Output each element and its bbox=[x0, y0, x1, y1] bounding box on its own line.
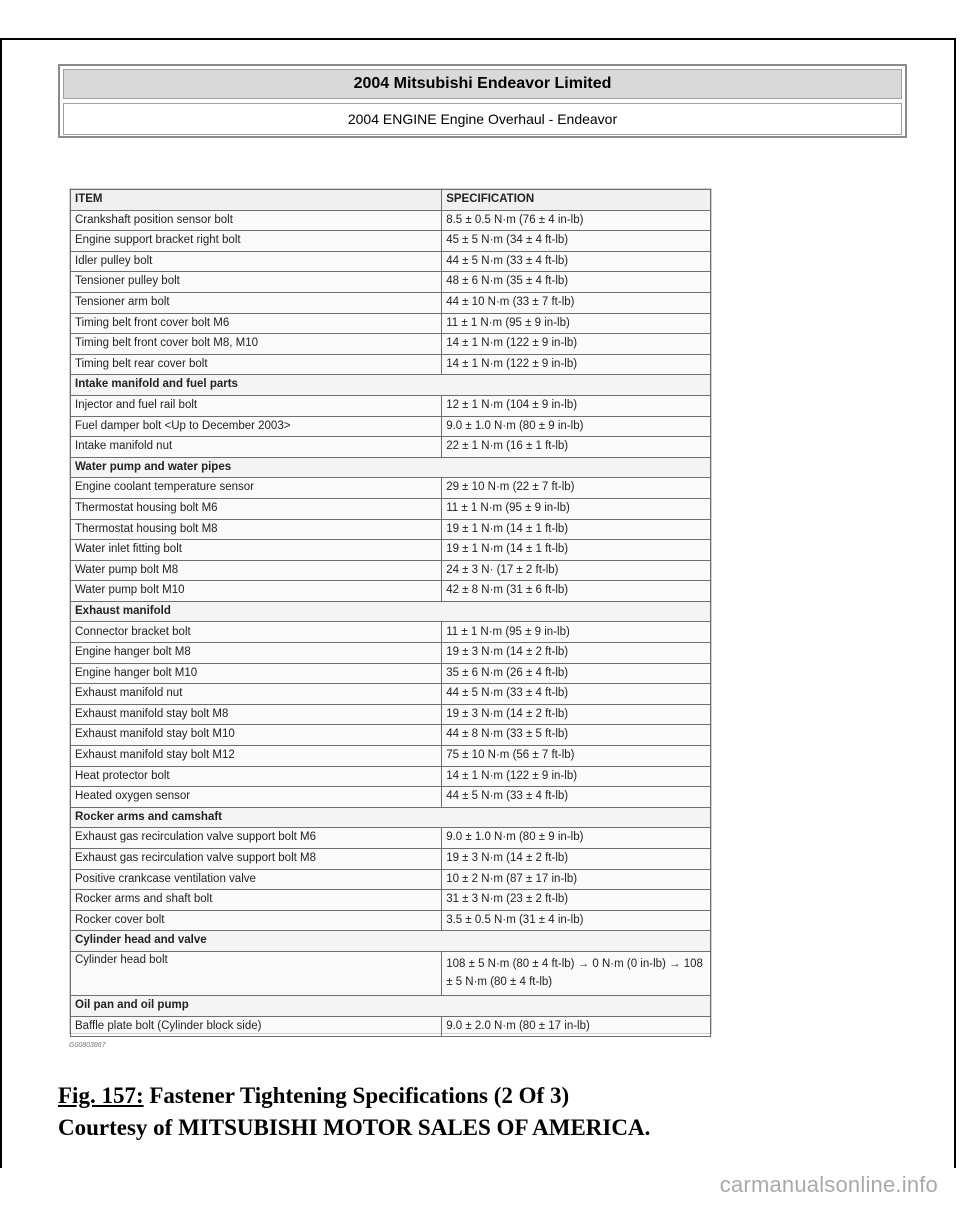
section-heading: Oil pan and oil pump bbox=[71, 995, 711, 1016]
item-cell: Rocker cover bolt bbox=[71, 910, 442, 931]
item-cell: Water pump bolt M10 bbox=[71, 581, 442, 602]
section-subtitle: 2004 ENGINE Engine Overhaul - Endeavor bbox=[63, 103, 902, 135]
item-cell: Cylinder head bolt bbox=[71, 951, 442, 995]
specification-cell: 3.5 ± 0.5 N·m (31 ± 4 in-lb) bbox=[442, 910, 711, 931]
figure-caption bbox=[58, 1080, 650, 1144]
table-section-row bbox=[71, 457, 711, 478]
specification-cell: 19 ± 3 N·m (14 ± 2 ft-lb) bbox=[442, 849, 711, 870]
figure-title: Fastener Tightening Specifications (2 Of 3) bbox=[149, 1083, 570, 1108]
specification-cell: 44 ± 5 N·m (33 ± 4 ft-lb) bbox=[442, 251, 711, 272]
item-cell: Engine hanger bolt M10 bbox=[71, 663, 442, 684]
table-row bbox=[71, 622, 711, 643]
table-section-row bbox=[71, 995, 711, 1016]
item-cell: Water pump bolt M8 bbox=[71, 560, 442, 581]
specification-cell: 19 ± 1 N·m (14 ± 1 ft-lb) bbox=[442, 519, 711, 540]
table-row bbox=[71, 704, 711, 725]
item-cell: Baffle plate bolt (Cylinder block side) bbox=[71, 1016, 442, 1037]
specification-cell: 31 ± 3 N·m (23 ± 2 ft-lb) bbox=[442, 890, 711, 911]
vehicle-title: 2004 Mitsubishi Endeavor Limited bbox=[63, 69, 902, 99]
specification-cell: 14 ± 1 N·m (122 ± 9 in-lb) bbox=[442, 766, 711, 787]
specification-cell: 19 ± 1 N·m (14 ± 1 ft-lb) bbox=[442, 540, 711, 561]
item-cell: Exhaust gas recirculation valve support bolt M8 bbox=[71, 849, 442, 870]
specification-cell: 11 ± 1 N·m (95 ± 9 in-lb) bbox=[442, 622, 711, 643]
table-row bbox=[71, 210, 711, 231]
specification-cell: 19 ± 3 N·m (14 ± 2 ft-lb) bbox=[442, 643, 711, 664]
table-row bbox=[71, 354, 711, 375]
table-row bbox=[71, 581, 711, 602]
table-row bbox=[71, 828, 711, 849]
specification-cell: 45 ± 5 N·m (34 ± 4 ft-lb) bbox=[442, 231, 711, 252]
courtesy-line: Courtesy of MITSUBISHI MOTOR SALES OF AMERICA. bbox=[58, 1115, 651, 1140]
table-row bbox=[71, 292, 711, 313]
table-row bbox=[71, 849, 711, 870]
figure-label: Fig. 157: bbox=[58, 1083, 144, 1108]
table-row bbox=[71, 663, 711, 684]
table-row bbox=[71, 643, 711, 664]
specification-cell: 22 ± 1 N·m (16 ± 1 ft-lb) bbox=[442, 437, 711, 458]
table-row bbox=[71, 787, 711, 808]
specification-cell: 9.0 ± 1.0 N·m (80 ± 9 in-lb) bbox=[442, 828, 711, 849]
item-cell: Rocker arms and shaft bolt bbox=[71, 890, 442, 911]
item-cell: Thermostat housing bolt M6 bbox=[71, 498, 442, 519]
table-row bbox=[71, 416, 711, 437]
specification-cell: 12 ± 1 N·m (104 ± 9 in-lb) bbox=[442, 395, 711, 416]
specification-cell: 9.0 ± 2.0 N·m (80 ± 17 in-lb) bbox=[442, 1016, 711, 1037]
specification-cell: 75 ± 10 N·m (56 ± 7 ft-lb) bbox=[442, 746, 711, 767]
column-header-specification: SPECIFICATION bbox=[442, 190, 711, 211]
table-row bbox=[71, 684, 711, 705]
specification-cell: 35 ± 6 N·m (26 ± 4 ft-lb) bbox=[442, 663, 711, 684]
specification-cell: 24 ± 3 N· (17 ± 2 ft-lb) bbox=[442, 560, 711, 581]
specification-cell: 11 ± 1 N·m (95 ± 9 in-lb) bbox=[442, 498, 711, 519]
table-row bbox=[71, 890, 711, 911]
item-cell: Exhaust manifold stay bolt M8 bbox=[71, 704, 442, 725]
specification-table bbox=[70, 189, 711, 1037]
table-row bbox=[71, 231, 711, 252]
section-heading: Intake manifold and fuel parts bbox=[71, 375, 711, 396]
item-cell: Fuel damper bolt <Up to December 2003> bbox=[71, 416, 442, 437]
document-header bbox=[58, 64, 907, 138]
item-cell: Timing belt front cover bolt M8, M10 bbox=[71, 334, 442, 355]
table-section-row bbox=[71, 601, 711, 622]
table-row bbox=[71, 560, 711, 581]
table-row bbox=[71, 313, 711, 334]
specification-cell: 42 ± 8 N·m (31 ± 6 ft-lb) bbox=[442, 581, 711, 602]
table-row bbox=[71, 478, 711, 499]
specification-cell: 11 ± 1 N·m (95 ± 9 in-lb) bbox=[442, 313, 711, 334]
specification-cell: 29 ± 10 N·m (22 ± 7 ft-lb) bbox=[442, 478, 711, 499]
item-cell: Heated oxygen sensor bbox=[71, 787, 442, 808]
item-cell: Exhaust manifold nut bbox=[71, 684, 442, 705]
specification-cell: 44 ± 5 N·m (33 ± 4 ft-lb) bbox=[442, 684, 711, 705]
table-header-row bbox=[71, 190, 711, 211]
item-cell: Idler pulley bolt bbox=[71, 251, 442, 272]
figure-code: G00803867 bbox=[69, 1042, 106, 1049]
item-cell: Positive crankcase ventilation valve bbox=[71, 869, 442, 890]
table-row bbox=[71, 910, 711, 931]
table-section-row bbox=[71, 931, 711, 952]
item-cell: Heat protector bolt bbox=[71, 766, 442, 787]
specification-cell: 44 ± 10 N·m (33 ± 7 ft-lb) bbox=[442, 292, 711, 313]
item-cell: Tensioner pulley bolt bbox=[71, 272, 442, 293]
table-row bbox=[71, 766, 711, 787]
section-heading: Exhaust manifold bbox=[71, 601, 711, 622]
table-row bbox=[71, 251, 711, 272]
section-heading: Rocker arms and camshaft bbox=[71, 807, 711, 828]
table-row bbox=[71, 519, 711, 540]
item-cell: Tensioner arm bolt bbox=[71, 292, 442, 313]
item-cell: Exhaust gas recirculation valve support bolt M6 bbox=[71, 828, 442, 849]
item-cell: Connector bracket bolt bbox=[71, 622, 442, 643]
item-cell: Water inlet fitting bolt bbox=[71, 540, 442, 561]
specification-cell: 44 ± 5 N·m (33 ± 4 ft-lb) bbox=[442, 787, 711, 808]
item-cell: Engine hanger bolt M8 bbox=[71, 643, 442, 664]
specification-cell: 48 ± 6 N·m (35 ± 4 ft-lb) bbox=[442, 272, 711, 293]
specification-cell: 9.0 ± 1.0 N·m (80 ± 9 in-lb) bbox=[442, 416, 711, 437]
table-section-row bbox=[71, 807, 711, 828]
item-cell: Exhaust manifold stay bolt M12 bbox=[71, 746, 442, 767]
item-cell: Thermostat housing bolt M8 bbox=[71, 519, 442, 540]
specification-figure bbox=[69, 188, 712, 1034]
table-row bbox=[71, 725, 711, 746]
specification-cell: 19 ± 3 N·m (14 ± 2 ft-lb) bbox=[442, 704, 711, 725]
item-cell: Injector and fuel rail bolt bbox=[71, 395, 442, 416]
item-cell: Crankshaft position sensor bolt bbox=[71, 210, 442, 231]
caption-title-line bbox=[58, 1080, 650, 1112]
item-cell: Timing belt front cover bolt M6 bbox=[71, 313, 442, 334]
specification-table-body bbox=[71, 190, 711, 1037]
column-header-item: ITEM bbox=[71, 190, 442, 211]
table-row bbox=[71, 437, 711, 458]
specification-cell: 44 ± 8 N·m (33 ± 5 ft-lb) bbox=[442, 725, 711, 746]
specification-cell: 8.5 ± 0.5 N·m (76 ± 4 in-lb) bbox=[442, 210, 711, 231]
site-watermark: carmanualsonline.info bbox=[719, 1172, 938, 1197]
specification-cell: 14 ± 1 N·m (122 ± 9 in-lb) bbox=[442, 334, 711, 355]
item-cell: Intake manifold nut bbox=[71, 437, 442, 458]
table-row bbox=[71, 540, 711, 561]
table-row bbox=[71, 1016, 711, 1037]
item-cell: Engine support bracket right bolt bbox=[71, 231, 442, 252]
table-row bbox=[71, 746, 711, 767]
table-row bbox=[71, 272, 711, 293]
table-row bbox=[71, 498, 711, 519]
table-row bbox=[71, 869, 711, 890]
table-row bbox=[71, 395, 711, 416]
specification-cell: 14 ± 1 N·m (122 ± 9 in-lb) bbox=[442, 354, 711, 375]
item-cell: Exhaust manifold stay bolt M10 bbox=[71, 725, 442, 746]
section-heading: Cylinder head and valve bbox=[71, 931, 711, 952]
table-row bbox=[71, 334, 711, 355]
item-cell: Engine coolant temperature sensor bbox=[71, 478, 442, 499]
item-cell: Timing belt rear cover bolt bbox=[71, 354, 442, 375]
specification-cell: 10 ± 2 N·m (87 ± 17 in-lb) bbox=[442, 869, 711, 890]
section-heading: Water pump and water pipes bbox=[71, 457, 711, 478]
table-section-row bbox=[71, 375, 711, 396]
table-row bbox=[71, 951, 711, 995]
specification-cell: 108 ± 5 N·m (80 ± 4 ft-lb) → 0 N·m (0 in-lb) → 108 ± 5 N·m (80 ± 4 ft-lb) bbox=[442, 951, 711, 995]
